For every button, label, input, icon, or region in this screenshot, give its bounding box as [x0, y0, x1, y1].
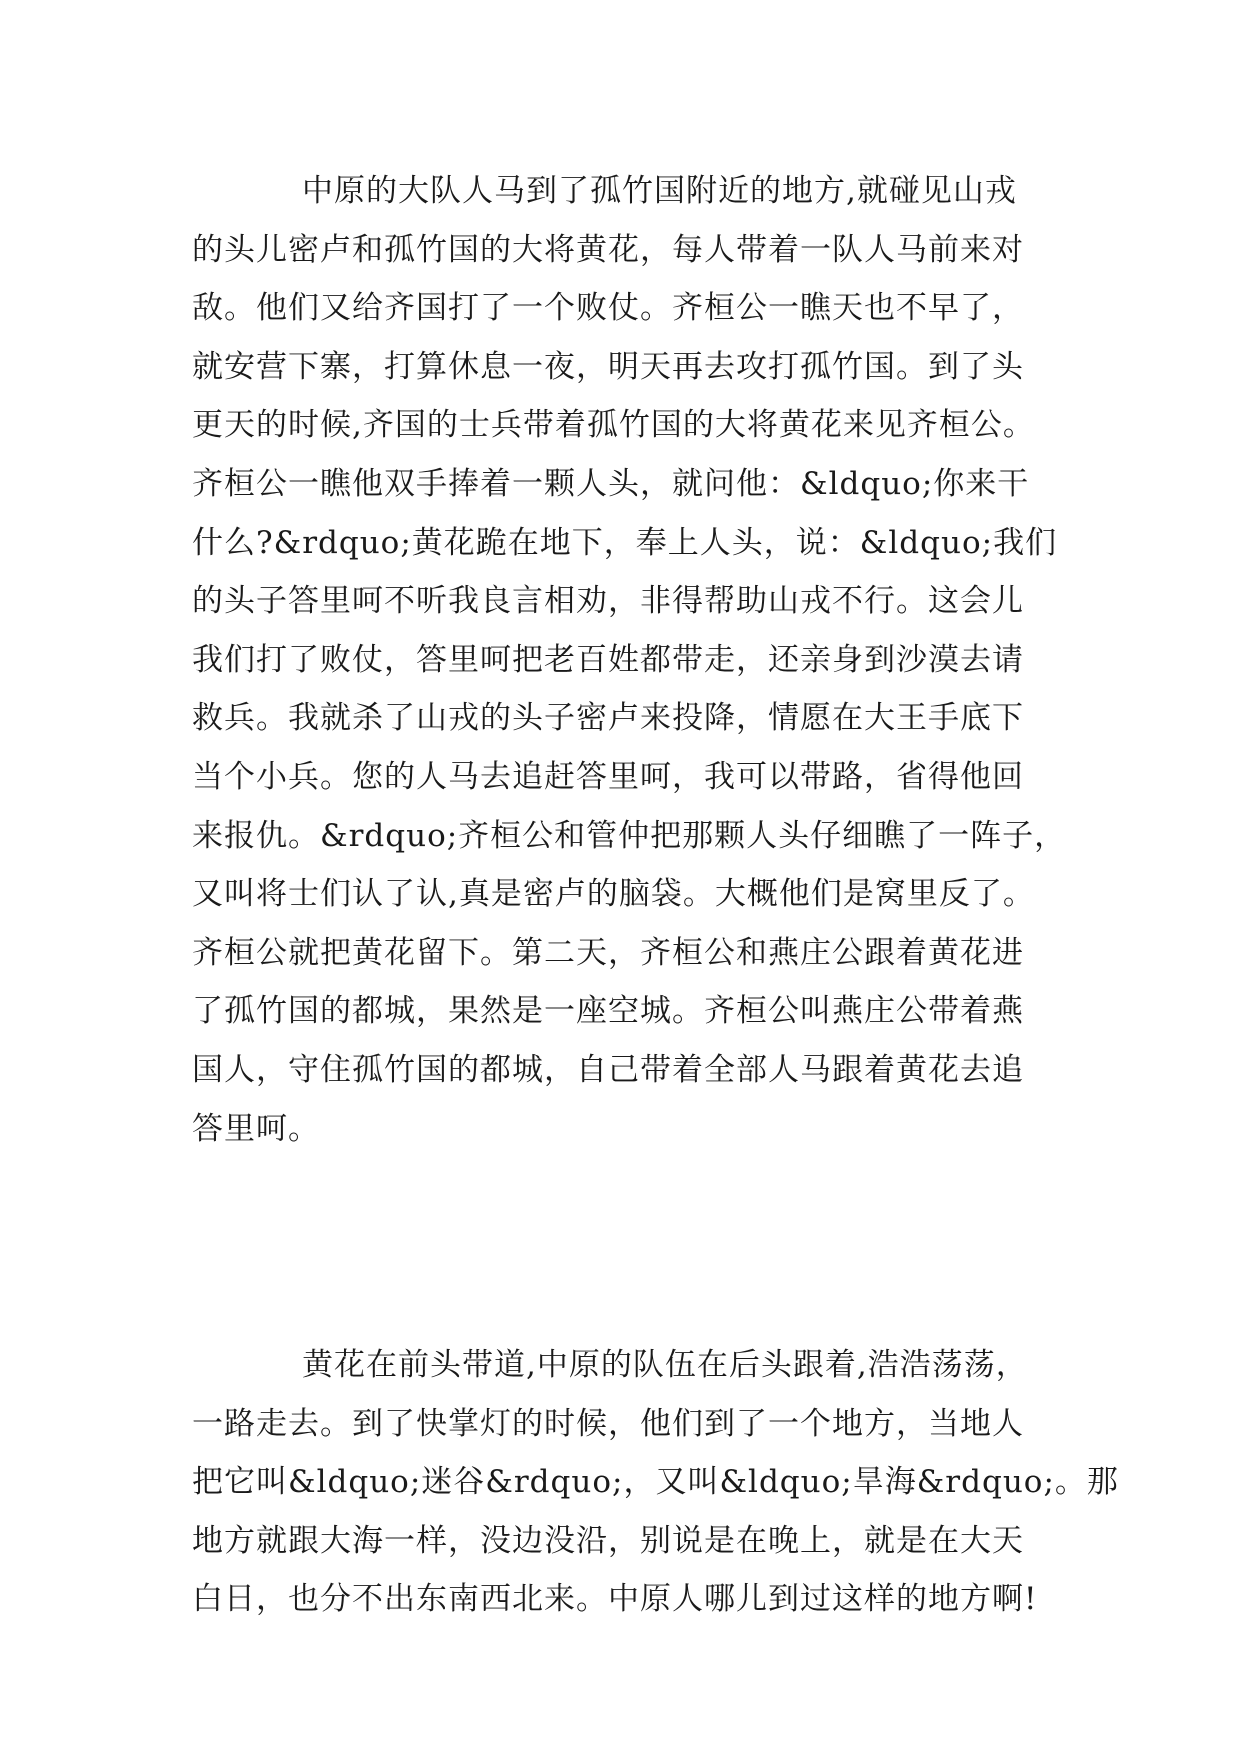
text-line: 中原的大队人马到了孤竹国附近的地方,就碰见山戎: [302, 173, 1017, 209]
text-line: 敌。他们又给齐国打了一个败仗。齐桓公一瞧天也不早了，: [192, 290, 1024, 327]
text-line: 了孤竹国的都城，果然是一座空城。齐桓公叫燕庄公带着燕: [192, 993, 1024, 1030]
text-line: 更天的时候,齐国的士兵带着孤竹国的大将黄花来见齐桓公。: [192, 407, 1035, 444]
text-line: 什么?&rdquo;黄花跪在地下，奉上人头，说：&ldquo;我们: [192, 524, 1058, 561]
text-line: 就安营下寨，打算休息一夜，明天再去攻打孤竹国。到了头: [192, 348, 1024, 385]
text-line: 的头子答里呵不听我良言相劝，非得帮助山戎不行。这会儿: [192, 583, 1024, 620]
text-line: 白日，也分不出东南西北来。中原人哪儿到过这样的地方啊!: [192, 1581, 1038, 1618]
text-line: 的头儿密卢和孤竹国的大将黄花，每人带着一队人马前来对: [192, 231, 1024, 268]
text-line: 黄花在前头带道,中原的队伍在后头跟着,浩浩荡荡，: [302, 1347, 1028, 1383]
text-line: 齐桓公一瞧他双手捧着一颗人头，就问他：&ldquo;你来干: [192, 465, 1030, 502]
paragraph-1: [192, 162, 1067, 1158]
text-line: 把它叫&ldquo;迷谷&rdquo;，又叫&ldquo;旱海&rdquo;。那: [192, 1464, 1119, 1501]
text-line: 齐桓公就把黄花留下。第二天，齐桓公和燕庄公跟着黄花进: [192, 934, 1024, 971]
paragraph-2: [192, 1336, 1119, 1629]
text-line: 救兵。我就杀了山戎的头子密卢来投降，情愿在大王手底下: [192, 700, 1024, 737]
text-line: 来报仇。&rdquo;齐桓公和管仲把那颗人头仔细瞧了一阵子，: [192, 817, 1067, 854]
text-line: 一路走去。到了快掌灯的时候，他们到了一个地方，当地人: [192, 1405, 1024, 1442]
text-line: 我们打了败仗，答里呵把老百姓都带走，还亲身到沙漠去请: [192, 641, 1024, 678]
text-line: 又叫将士们认了认,真是密卢的脑袋。大概他们是窝里反了。: [192, 876, 1035, 913]
text-line: 答里呵。: [192, 1110, 320, 1147]
text-line: 国人，守住孤竹国的都城，自己带着全部人马跟着黄花去追: [192, 1051, 1024, 1088]
text-line: 地方就跟大海一样，没边没沿，别说是在晚上，就是在大天: [192, 1522, 1024, 1559]
text-line: 当个小兵。您的人马去追赶答里呵，我可以带路，省得他回: [192, 758, 1024, 795]
